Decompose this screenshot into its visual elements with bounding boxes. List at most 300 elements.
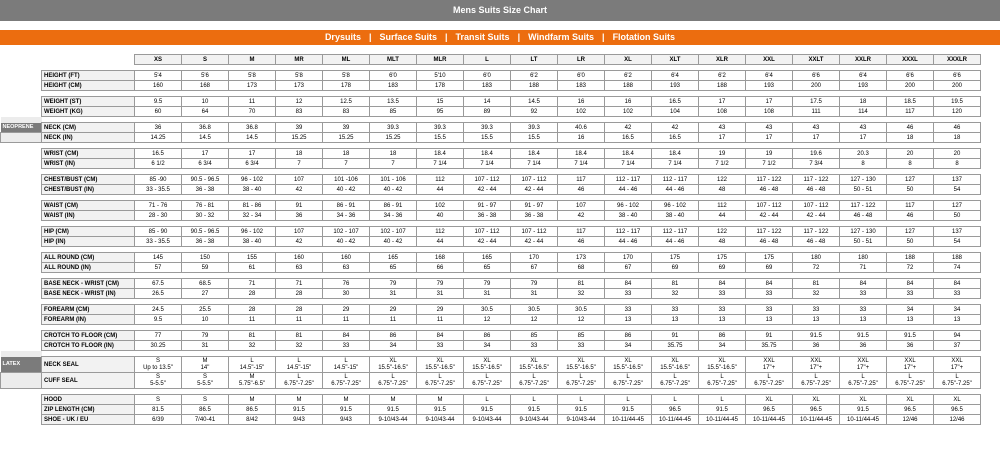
table-cell: 18: [370, 149, 417, 159]
table-cell: 112 - 117: [605, 227, 652, 237]
table-cell: 65: [464, 263, 511, 273]
table-cell: 127 - 130: [840, 175, 887, 185]
table-cell: 84: [934, 279, 981, 289]
table-cell: 193: [746, 81, 793, 91]
size-header: XXLR: [840, 55, 887, 65]
table-cell: 6'6: [934, 71, 981, 81]
section-cell-blank: [1, 415, 42, 425]
nav-link-surface-suits[interactable]: Surface Suits: [379, 32, 438, 42]
table-cell: 165: [464, 253, 511, 263]
table-cell: 84: [887, 279, 934, 289]
row-label: WRIST (IN): [42, 159, 135, 169]
seal-measure: 14.5"-15": [239, 364, 265, 371]
size-header: MLT: [370, 55, 417, 65]
table-cell: 50: [887, 237, 934, 247]
table-cell: 34: [464, 341, 511, 351]
table-cell: 108: [746, 107, 793, 117]
table-cell: 86 - 91: [370, 201, 417, 211]
table-cell: 84: [746, 279, 793, 289]
table-cell: 54: [934, 185, 981, 195]
table-cell: 33: [652, 305, 699, 315]
row-label: CROTCH TO FLOOR (IN): [42, 341, 135, 351]
seal-size: L: [391, 373, 395, 380]
table-cell: 6'0: [464, 71, 511, 81]
table-cell: 40.6: [558, 123, 605, 133]
table-cell: 69: [699, 263, 746, 273]
seal-size: S: [155, 357, 160, 364]
seal-measure: 15.5"-16.5": [472, 364, 502, 371]
table-cell: 16.5: [605, 133, 652, 143]
table-cell: 57: [135, 263, 182, 273]
seal-measure: 14": [200, 364, 210, 371]
table-row: [1, 263, 981, 273]
table-cell: L: [652, 395, 699, 405]
table-row: [1, 395, 981, 405]
table-cell: 18.4: [464, 149, 511, 159]
table-cell: 29: [323, 305, 370, 315]
table-cell: 33 - 35.5: [135, 237, 182, 247]
table-cell: 127: [887, 227, 934, 237]
table-cell: 96.5: [652, 405, 699, 415]
table-cell: 127 - 130: [840, 227, 887, 237]
table-cell: 19.5: [934, 97, 981, 107]
table-cell: 188: [887, 253, 934, 263]
table-cell: 6'2: [511, 71, 558, 81]
table-cell: 33: [840, 289, 887, 299]
table-cell: [276, 373, 323, 389]
table-cell: 6 3/4: [229, 159, 276, 169]
seal-measure: 17"+: [950, 364, 964, 371]
table-cell: 33: [746, 289, 793, 299]
seal-measure: 6.75"-7.25": [425, 380, 455, 387]
size-header: MLR: [417, 55, 464, 65]
row-label: CHEST/BUST (IN): [42, 185, 135, 195]
table-cell: 74: [934, 263, 981, 273]
table-cell: 180: [793, 253, 840, 263]
table-row: [1, 71, 981, 81]
table-cell: [934, 373, 981, 389]
row-label: ALL ROUND (CM): [42, 253, 135, 263]
table-cell: 155: [229, 253, 276, 263]
table-cell: 19: [746, 149, 793, 159]
table-row: [1, 97, 981, 107]
table-cell: 7 1/4: [464, 159, 511, 169]
table-cell: 30: [323, 289, 370, 299]
table-cell: 50: [887, 185, 934, 195]
table-cell: 60: [135, 107, 182, 117]
table-cell: 150: [182, 253, 229, 263]
table-cell: 38 - 40: [229, 237, 276, 247]
table-cell: 12/46: [934, 415, 981, 425]
table-cell: 86: [605, 331, 652, 341]
nav-link-windfarm-suits[interactable]: Windfarm Suits: [528, 32, 595, 42]
table-cell: M: [417, 395, 464, 405]
row-label: NECK (CM): [42, 123, 135, 133]
table-cell: 30.5: [558, 305, 605, 315]
table-cell: 42 - 44: [511, 185, 558, 195]
table-cell: 18: [887, 133, 934, 143]
table-cell: 11: [229, 315, 276, 325]
table-cell: 72: [793, 263, 840, 273]
row-label: WAIST (CM): [42, 201, 135, 211]
table-cell: 91.5: [276, 405, 323, 415]
seal-measure: 15.5"-16.5": [707, 364, 737, 371]
table-cell: 33: [793, 305, 840, 315]
table-cell: 5'4: [135, 71, 182, 81]
table-cell: 6'4: [746, 71, 793, 81]
table-cell: 33: [746, 305, 793, 315]
table-cell: 44 - 46: [652, 237, 699, 247]
table-cell: 183: [370, 81, 417, 91]
table-cell: 94: [934, 331, 981, 341]
table-cell: [229, 373, 276, 389]
table-row: [1, 211, 981, 221]
table-cell: 44: [417, 185, 464, 195]
table-cell: 17: [793, 133, 840, 143]
table-cell: [887, 373, 934, 389]
table-cell: 9-10/43-44: [370, 415, 417, 425]
table-cell: 127: [934, 201, 981, 211]
table-cell: 34 - 36: [323, 211, 370, 221]
table-cell: 86: [699, 331, 746, 341]
seal-measure: 17"+: [903, 364, 917, 371]
size-header: LR: [558, 55, 605, 65]
table-cell: [323, 357, 370, 373]
table-cell: 16: [605, 97, 652, 107]
table-cell: 71 - 76: [135, 201, 182, 211]
table-row: [1, 315, 981, 325]
table-cell: 36: [887, 341, 934, 351]
table-cell: 63: [276, 263, 323, 273]
size-header: M: [229, 55, 276, 65]
table-cell: 90.5 - 96.5: [182, 227, 229, 237]
table-cell: 44 - 46: [605, 237, 652, 247]
table-cell: 85: [511, 331, 558, 341]
table-row: [1, 149, 981, 159]
seal-size: L: [861, 373, 865, 380]
table-cell: 36: [135, 123, 182, 133]
table-cell: 81: [229, 331, 276, 341]
seal-measure: 5.75"-6.5": [238, 380, 266, 387]
table-cell: 96.5: [746, 405, 793, 415]
table-cell: 71: [840, 263, 887, 273]
table-cell: 46 - 48: [793, 237, 840, 247]
table-cell: 137: [934, 175, 981, 185]
table-cell: 38 - 40: [229, 185, 276, 195]
table-cell: 38 - 40: [652, 211, 699, 221]
table-cell: 7: [370, 159, 417, 169]
seal-size: XXL: [763, 357, 775, 364]
table-cell: 6/39: [135, 415, 182, 425]
table-cell: 200: [887, 81, 934, 91]
table-cell: 81: [793, 279, 840, 289]
size-header: XXL: [746, 55, 793, 65]
table-cell: 17: [182, 149, 229, 159]
table-cell: 86.5: [182, 405, 229, 415]
table-cell: 107: [276, 175, 323, 185]
seal-measure: 14.5"-15": [286, 364, 312, 371]
table-cell: 13: [934, 315, 981, 325]
row-label: CHEST/BUST (CM): [42, 175, 135, 185]
table-cell: 84: [323, 331, 370, 341]
table-cell: 43: [793, 123, 840, 133]
table-cell: 122: [699, 227, 746, 237]
section-cell-blank: [1, 175, 42, 185]
table-cell: 36 - 38: [182, 237, 229, 247]
table-cell: [746, 373, 793, 389]
row-label: ZIP LENGTH (CM): [42, 405, 135, 415]
table-cell: 89: [464, 107, 511, 117]
table-cell: 34: [887, 305, 934, 315]
table-cell: [558, 373, 605, 389]
section-cell-blank: [1, 253, 42, 263]
table-cell: 33 - 35.5: [135, 185, 182, 195]
seal-measure: 14.5"-15": [333, 364, 359, 371]
table-cell: 34: [934, 305, 981, 315]
seal-measure: 17"+: [856, 364, 870, 371]
table-cell: XL: [934, 395, 981, 405]
seal-size: XL: [436, 357, 444, 364]
table-cell: 70: [229, 107, 276, 117]
table-row: [1, 227, 981, 237]
seal-measure: 6.75"-7.25": [848, 380, 878, 387]
table-cell: 12: [464, 315, 511, 325]
seal-measure: 5-5.5": [150, 380, 166, 387]
table-cell: 42: [652, 123, 699, 133]
page-title: Mens Suits Size Chart: [0, 0, 1000, 21]
table-cell: 7 3/4: [793, 159, 840, 169]
table-cell: [934, 357, 981, 373]
table-cell: 6'6: [793, 71, 840, 81]
table-cell: 68.5: [182, 279, 229, 289]
table-cell: 35.75: [746, 341, 793, 351]
table-cell: 67.5: [135, 279, 182, 289]
table-cell: 6'4: [840, 71, 887, 81]
table-row: [1, 175, 981, 185]
table-cell: 84: [840, 279, 887, 289]
table-cell: 61: [229, 263, 276, 273]
table-cell: 65: [370, 263, 417, 273]
table-cell: 6'0: [370, 71, 417, 81]
header-blank: [42, 55, 135, 65]
table-cell: 14.5: [182, 133, 229, 143]
table-cell: 24.5: [135, 305, 182, 315]
row-label: FOREARM (IN): [42, 315, 135, 325]
table-cell: 13: [605, 315, 652, 325]
table-cell: 44: [417, 237, 464, 247]
table-cell: 96.5: [934, 405, 981, 415]
table-cell: 85: [558, 331, 605, 341]
table-row: [1, 107, 981, 117]
table-cell: 59: [182, 263, 229, 273]
table-cell: 10-11/44-45: [652, 415, 699, 425]
table-cell: 34 - 36: [370, 211, 417, 221]
table-cell: 30.5: [511, 305, 558, 315]
table-cell: 96.5: [887, 405, 934, 415]
table-cell: 7: [323, 159, 370, 169]
table-cell: [699, 357, 746, 373]
table-row: [1, 81, 981, 91]
table-cell: 91.5: [558, 405, 605, 415]
table-cell: 96 - 102: [652, 201, 699, 211]
table-cell: 5'6: [182, 71, 229, 81]
table-cell: 42 - 44: [464, 185, 511, 195]
section-cell: [1, 373, 42, 389]
table-cell: XL: [887, 395, 934, 405]
table-cell: 107: [276, 227, 323, 237]
table-cell: 90.5 - 96.5: [182, 175, 229, 185]
table-cell: [182, 357, 229, 373]
seal-size: S: [155, 373, 160, 380]
table-cell: 39.3: [417, 123, 464, 133]
seal-measure: 6.75"-7.25": [707, 380, 737, 387]
table-cell: 16: [558, 133, 605, 143]
size-header: XXXLR: [934, 55, 981, 65]
size-header: MR: [276, 55, 323, 65]
table-cell: 32 - 34: [229, 211, 276, 221]
nav-link-flotation-suits[interactable]: Flotation Suits: [612, 32, 676, 42]
table-cell: 5'8: [323, 71, 370, 81]
nav-link-drysuits[interactable]: Drysuits: [324, 32, 361, 42]
table-cell: 48: [699, 237, 746, 247]
section-cell-blank: [1, 305, 42, 315]
table-cell: 36: [793, 341, 840, 351]
table-cell: 48: [699, 185, 746, 195]
table-cell: 86.5: [229, 405, 276, 415]
table-cell: 36 - 38: [511, 211, 558, 221]
table-cell: 18.5: [887, 97, 934, 107]
seal-measure: 15.5"-16.5": [519, 364, 549, 371]
table-cell: 44 - 46: [652, 185, 699, 195]
table-cell: 83: [323, 107, 370, 117]
table-cell: 101 - 106: [370, 175, 417, 185]
table-cell: 13: [793, 315, 840, 325]
table-cell: 117: [887, 201, 934, 211]
table-cell: 28: [229, 289, 276, 299]
table-cell: 11: [370, 315, 417, 325]
table-cell: 33: [511, 341, 558, 351]
table-cell: 44 - 46: [605, 185, 652, 195]
table-row: [1, 237, 981, 247]
table-cell: 34: [605, 341, 652, 351]
table-cell: 33: [605, 305, 652, 315]
section-label-neoprene: NEOPRENE: [1, 123, 42, 133]
section-cell-blank: [1, 71, 42, 81]
seal-size: L: [673, 373, 677, 380]
nav-link-transit-suits[interactable]: Transit Suits: [455, 32, 510, 42]
table-cell: 117: [887, 107, 934, 117]
table-cell: [464, 357, 511, 373]
seal-size: L: [250, 357, 254, 364]
section-cell-blank: [1, 107, 42, 117]
table-cell: [887, 357, 934, 373]
table-cell: 32: [558, 289, 605, 299]
seal-size: L: [532, 373, 536, 380]
seal-size: L: [626, 373, 630, 380]
table-cell: 96.5: [793, 405, 840, 415]
seal-size: M: [249, 373, 255, 380]
table-cell: 120: [934, 107, 981, 117]
table-cell: 35.75: [652, 341, 699, 351]
table-cell: 40 - 42: [323, 237, 370, 247]
section-cell-blank: [1, 211, 42, 221]
table-cell: 39.3: [370, 123, 417, 133]
table-cell: 13: [887, 315, 934, 325]
table-cell: 79: [370, 279, 417, 289]
table-cell: [558, 357, 605, 373]
table-cell: 168: [417, 253, 464, 263]
section-cell-blank: [1, 289, 42, 299]
seal-size: XL: [624, 357, 632, 364]
table-row: [1, 279, 981, 289]
seal-measure: 15.5"-16.5": [425, 364, 455, 371]
table-cell: [746, 357, 793, 373]
table-cell: 17.5: [793, 97, 840, 107]
table-cell: 33: [840, 305, 887, 315]
table-row: [1, 289, 981, 299]
table-cell: 117 - 122: [746, 175, 793, 185]
table-row: [1, 331, 981, 341]
seal-measure: 6.75"-7.25": [613, 380, 643, 387]
table-cell: 10-11/44-45: [699, 415, 746, 425]
table-cell: 91 - 97: [511, 201, 558, 211]
seal-size: XXL: [904, 357, 916, 364]
table-cell: L: [605, 395, 652, 405]
table-cell: 34: [370, 341, 417, 351]
row-label: HIP (IN): [42, 237, 135, 247]
section-cell-blank: [1, 55, 42, 65]
table-cell: 180: [840, 253, 887, 263]
table-cell: 91: [276, 201, 323, 211]
table-cell: 33: [323, 341, 370, 351]
table-cell: 91.5: [370, 405, 417, 415]
table-cell: 67: [605, 263, 652, 273]
table-cell: 91.5: [840, 331, 887, 341]
table-cell: [605, 373, 652, 389]
size-header: XL: [605, 55, 652, 65]
table-cell: 91.5: [417, 405, 464, 415]
table-row: [1, 123, 981, 133]
section-label-latex: LATEX: [1, 357, 42, 373]
table-cell: 10-11/44-45: [793, 415, 840, 425]
table-cell: 71: [229, 279, 276, 289]
table-cell: 81.5: [135, 405, 182, 415]
table-cell: M: [276, 395, 323, 405]
seal-measure: 6.75"-7.25": [378, 380, 408, 387]
seal-measure: 6.75"-7.25": [331, 380, 361, 387]
table-cell: 13: [699, 315, 746, 325]
seal-size: XL: [577, 357, 585, 364]
table-cell: 54: [934, 237, 981, 247]
table-cell: 15.25: [276, 133, 323, 143]
table-cell: 183: [558, 81, 605, 91]
table-cell: 67: [511, 263, 558, 273]
table-cell: 193: [652, 81, 699, 91]
table-cell: 15: [417, 97, 464, 107]
table-cell: 46: [558, 185, 605, 195]
seal-size: XL: [671, 357, 679, 364]
table-cell: 31: [417, 289, 464, 299]
table-cell: 20: [887, 149, 934, 159]
row-label: HEIGHT (FT): [42, 71, 135, 81]
table-cell: 25.5: [182, 305, 229, 315]
table-cell: 19.6: [793, 149, 840, 159]
table-cell: 13: [746, 315, 793, 325]
table-cell: 11: [229, 97, 276, 107]
table-cell: 8: [887, 159, 934, 169]
section-cell-blank: [1, 97, 42, 107]
table-cell: 7 1/2: [699, 159, 746, 169]
